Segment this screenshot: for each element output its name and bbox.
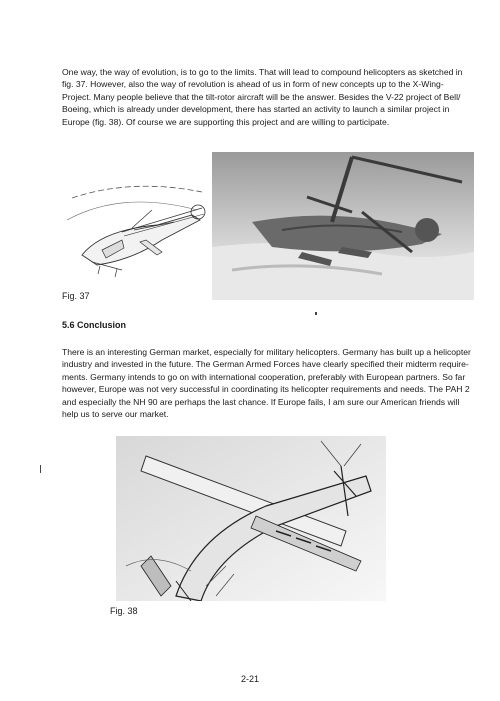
section-heading: 5.6 Conclusion [62,320,127,330]
paragraph-evolution: One way, the way of evolution, is to go to the limits. That will lead to compound helicopters as sketched in fig. 37. However, also the way of revolution is ahead of us in form of new concepts up to the X-Wing-Project. Many people believe that the tilt-rotor aircraft will be the answer. Besides the V-22 project of Bell/ Boeing, which is already under development, there has started an activity to launch a similar project in Europe (fig. 38). Of course we are supporting this project and are willing to participate. [62,67,463,127]
figure-37-caption: Fig. 37 [62,291,90,301]
compound-helicopter-illustration [212,152,474,300]
scan-speck [40,465,41,473]
paragraph-conclusion: There is an interesting German market, especially for military helicopters. Germany has built up a helicopter industry and invested in the future. The German Armed Forces have clearly specified their midterm require-ments. Germany intends to go on with international cooperation, preferably with European partners. So far however, Europe was not very successful in coordinating its helicopter requirements and needs. The PAH 2 and especially the NH 90 are perhaps the last chance. If Europe fails, I am sure our American friends will help us to serve our market. [62,347,471,420]
figure-38-caption: Fig. 38 [110,606,138,616]
page-number: 2-21 [240,674,259,684]
tilt-rotor-aircraft-sketch [116,436,386,601]
compound-helicopter-sketch [62,170,212,285]
scan-speck [315,312,317,315]
